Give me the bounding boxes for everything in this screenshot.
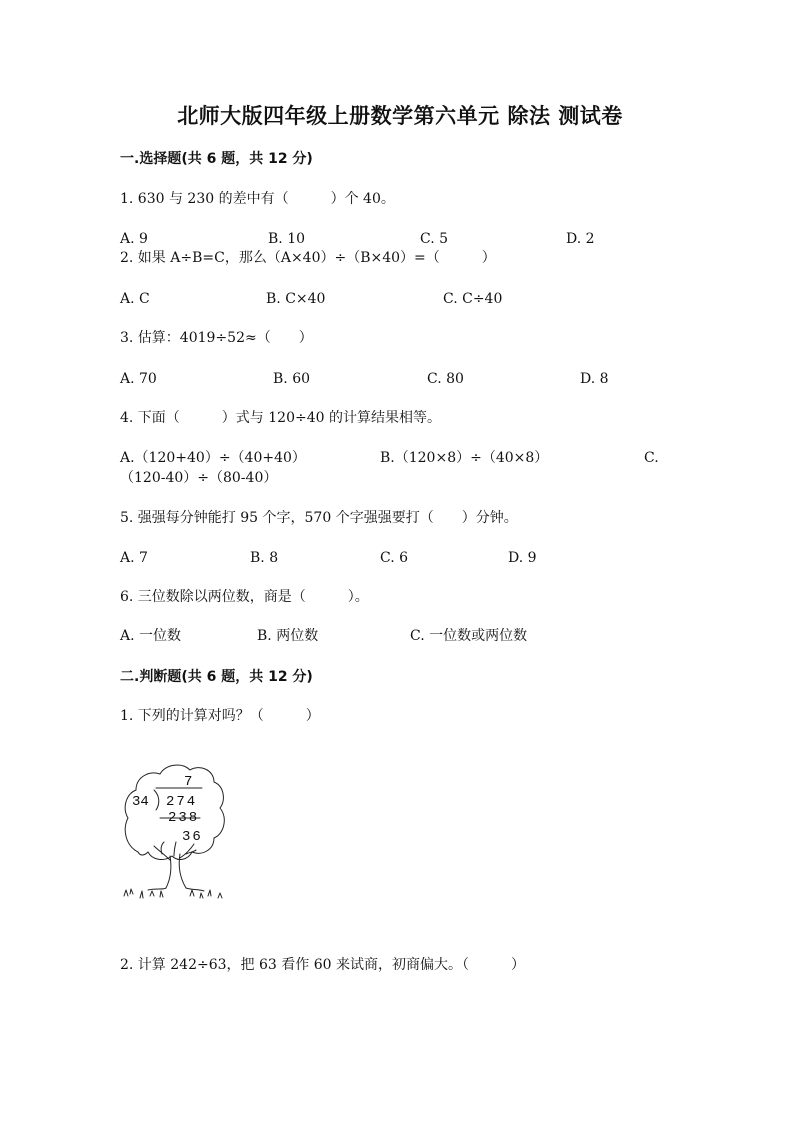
question-5-stem: 5. 强强每分钟能打 95 个字，570 个字强强要打（ ）分钟。 (120, 510, 518, 526)
question-4-stem: 4. 下面（ ）式与 120÷40 的计算结果相等。 (120, 410, 441, 426)
question-2-stem: 2. 如果 A÷B=C，那么（A×40）÷（B×40）=（ ） (120, 250, 496, 266)
question-4-option-c-value: （120-40）÷（80-40） (120, 470, 278, 486)
question-3-option-c: C. 80 (427, 371, 464, 387)
figure-divisor: 34 (132, 794, 149, 810)
figure-quotient: 7 (184, 774, 193, 790)
question-3-option-a: A. 70 (120, 371, 157, 387)
figure-dividend: 274 (166, 794, 198, 810)
question-3-option-b: B. 60 (273, 371, 311, 387)
question-5-option-a: A. 7 (120, 550, 148, 566)
question-1-option-b: B. 10 (268, 231, 306, 247)
section-heading-choice: 一.选择题(共 6 题，共 12 分) (120, 151, 313, 167)
question-4-option-a: A.（120+40）÷（40+40） (120, 450, 306, 466)
question-6-option-a: A. 一位数 (120, 628, 182, 644)
question-4-option-b: B.（120×8）÷（40×8） (380, 450, 549, 466)
question-4-option-c-label: C. (644, 450, 659, 466)
tree-division-figure (118, 760, 233, 910)
page-title: 北师大版四年级上册数学第六单元 除法 测试卷 (177, 104, 623, 128)
question-6-option-c: C. 一位数或两位数 (410, 628, 528, 644)
question-3-stem: 3. 估算：4019÷52≈（ ） (120, 330, 313, 346)
figure-product: 238 (168, 810, 200, 826)
question-1-option-d: D. 2 (566, 231, 595, 247)
question-2-option-a: A. C (120, 291, 150, 307)
question-6-option-b: B. 两位数 (257, 628, 319, 644)
question-5-option-c: C. 6 (380, 550, 409, 566)
question-5-option-d: D. 9 (508, 550, 537, 566)
question-5-option-b: B. 8 (250, 550, 279, 566)
question-1-option-c: C. 5 (420, 231, 449, 247)
question-2-option-b: B. C×40 (266, 291, 326, 307)
question-2-option-c: C. C÷40 (443, 291, 503, 307)
judgement-1-stem: 1. 下列的计算对吗？（ ） (120, 708, 320, 724)
judgement-2-stem: 2. 计算 242÷63，把 63 看作 60 来试商，初商偏大。（ ） (120, 957, 525, 973)
figure-remainder: 36 (182, 829, 203, 845)
question-1-stem: 1. 630 与 230 的差中有（ ）个 40。 (120, 191, 395, 207)
question-3-option-d: D. 8 (580, 371, 609, 387)
question-1-option-a: A. 9 (120, 231, 148, 247)
section-heading-judgement: 二.判断题(共 6 题，共 12 分) (120, 669, 313, 685)
question-6-stem: 6. 三位数除以两位数，商是（ ）。 (120, 589, 369, 605)
